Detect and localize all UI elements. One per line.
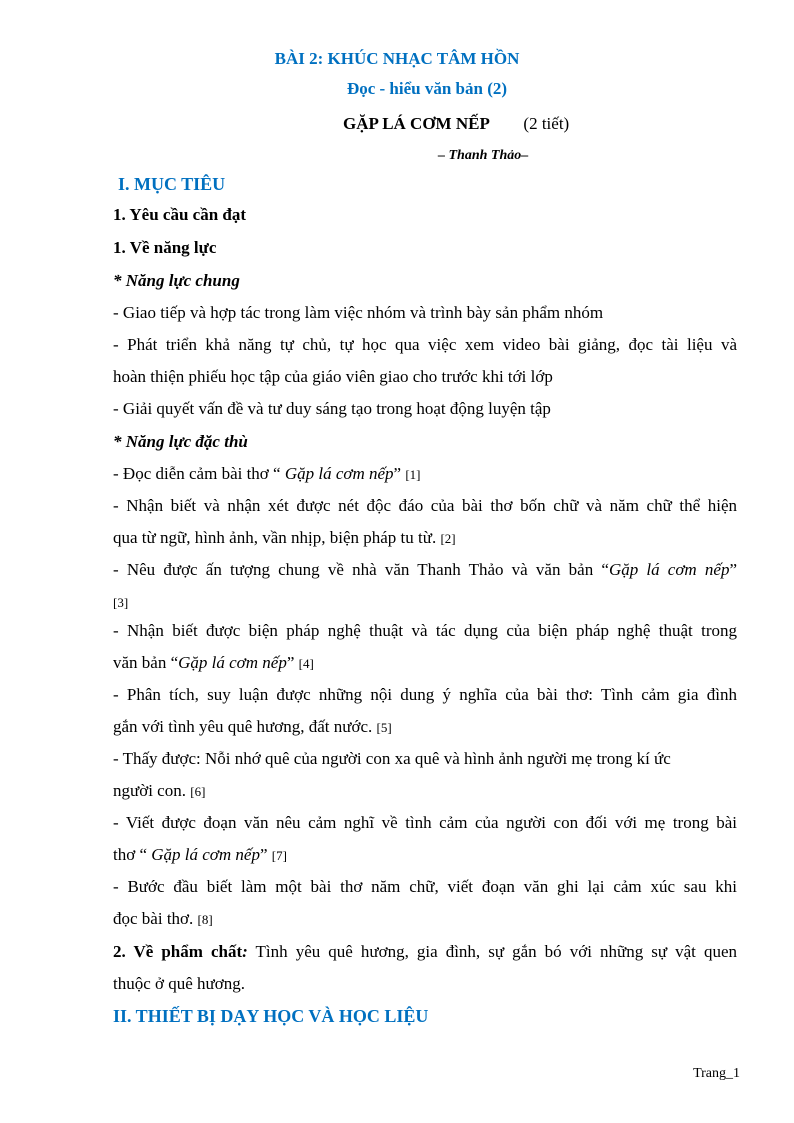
specific-item-5-cont: gắn với tình yêu quê hương, đất nước. [5] (113, 717, 392, 736)
poem-title: Gặp lá cơm nếp (608, 560, 730, 579)
specific-item-7: - Viết được đoạn văn nêu cảm nghĩ về tình cảm của người con đối với mẹ trong bài (113, 813, 737, 832)
ref-marker: [8] (197, 912, 213, 927)
specific-item-6: - Thấy được: Nỗi nhớ quê của người con xa quê và hình ảnh người mẹ trong kí ức (113, 749, 671, 768)
general-item-3: - Giải quyết vấn đề và tư duy sáng tạo trong hoạt động luyện tập (113, 399, 551, 418)
specific-item-8-cont: đọc bài thơ. [8] (113, 909, 213, 928)
general-item-1: - Giao tiếp và hợp tác trong làm việc nhóm và trình bày sản phẩm nhóm (113, 303, 604, 322)
poem-title: Gặp lá cơm nếp (284, 464, 394, 483)
ref-marker: [5] (376, 720, 392, 735)
poem-title: Gặp lá cơm nếp (178, 653, 287, 672)
ref-marker: [4] (298, 656, 314, 671)
ref-marker: [1] (405, 467, 421, 482)
text-title: GẶP LÁ CƠM NẾP (343, 114, 489, 133)
author: – Thanh Thảo– (438, 148, 529, 163)
specific-item-7-cont: thơ “ Gặp lá cơm nếp” [7] (113, 845, 287, 864)
general-item-2: - Phát triển khả năng tự chủ, tự học qua việc xem video bài giảng, đọc tài liệu và (113, 335, 737, 354)
qualities-line-cont: thuộc ở quê hương. (113, 974, 246, 993)
specific-item-4: - Nhận biết được biện pháp nghệ thuật và tác dụng của biện pháp nghệ thuật trong (113, 621, 737, 640)
ref-marker: [3] (113, 595, 129, 610)
poem-title: Gặp lá cơm nếp (151, 845, 260, 864)
specific-item-1: - Đọc diễn cảm bài thơ “ Gặp lá cơm nếp” [1] (113, 464, 421, 483)
ref-marker: [7] (271, 848, 287, 863)
specific-item-4-cont: văn bản “Gặp lá cơm nếp” [4] (113, 653, 314, 672)
specific-item-8: - Bước đầu biết làm một bài thơ năm chữ, viết đoạn văn ghi lại cảm xúc sau khi (113, 877, 737, 896)
general-item-2-cont: hoàn thiện phiếu học tập của giáo viên giao cho trước khi tới lớp (113, 367, 553, 386)
general-heading: * Năng lực chung (113, 271, 240, 290)
requirements-heading: 1. Yêu cầu cần đạt (113, 205, 247, 224)
text-title-row (343, 114, 569, 134)
qualities-label: 2. Về phẩm chất (113, 942, 243, 961)
specific-heading: * Năng lực đặc thù (113, 432, 248, 451)
qualities-line: 2. Về phẩm chất: Tình yêu quê hương, gia đình, sự gắn bó với những sự vật quen (113, 942, 737, 961)
specific-item-6-cont: người con. [6] (113, 781, 206, 800)
specific-item-3-ref (113, 592, 737, 613)
specific-item-2-cont: qua từ ngữ, hình ảnh, vần nhịp, biện pháp tu từ. [2] (113, 528, 456, 547)
specific-item-3: - Nêu được ấn tượng chung về nhà văn Thanh Thảo và văn bản “Gặp lá cơm nếp” (113, 560, 737, 579)
ref-marker: [6] (190, 784, 206, 799)
section-title: Đọc - hiểu văn bản (2) (346, 79, 508, 98)
objectives-heading: I. MỤC TIÊU (118, 174, 226, 194)
ref-marker: [2] (440, 531, 456, 546)
page-number: Trang_1 (693, 1066, 740, 1081)
duration: (2 tiết) (523, 114, 570, 133)
competence-heading: 1. Về năng lực (113, 238, 217, 257)
specific-item-5: - Phân tích, suy luận được những nội dung ý nghĩa của bài thơ: Tình cảm gia đình (113, 685, 737, 704)
specific-item-2: - Nhận biết và nhận xét được nét độc đáo của bài thơ bốn chữ và năm chữ thể hiện (113, 496, 737, 515)
lesson-title: BÀI 2: KHÚC NHẠC TÂM HỒN (274, 49, 520, 68)
equipment-heading: II. THIẾT BỊ DẠY HỌC VÀ HỌC LIỆU (113, 1006, 429, 1026)
